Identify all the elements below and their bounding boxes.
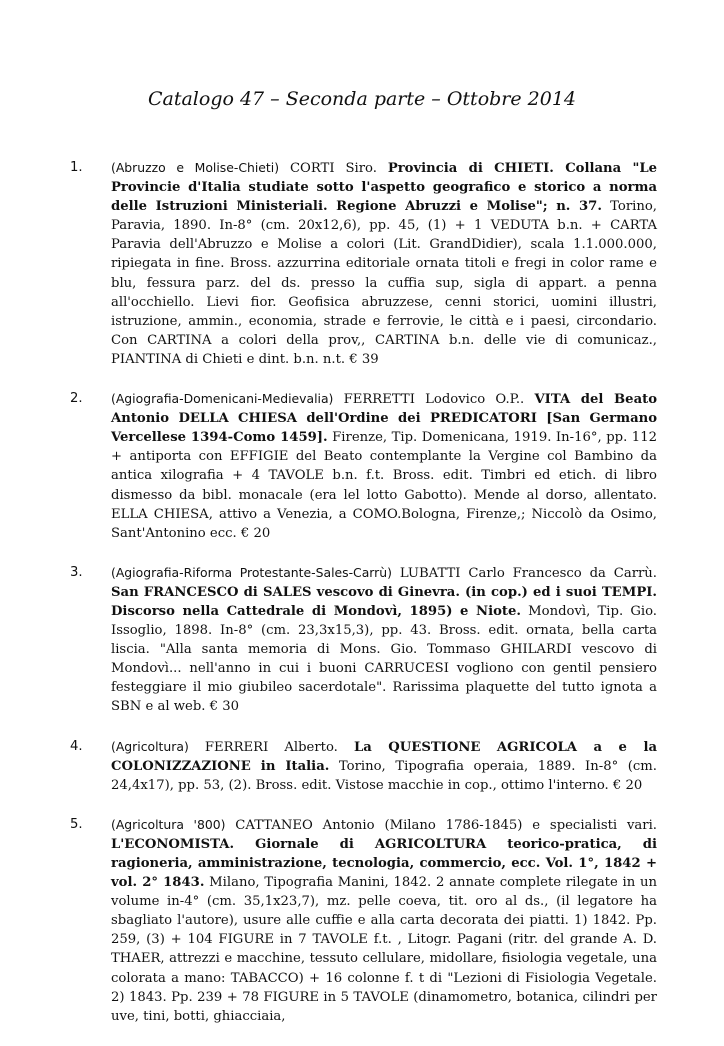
entry-text xyxy=(111,737,657,795)
entry-description: Torino, Paravia, 1890. In-8° (cm. 20x12,6), pp. 45, (1) + 1 VEDUTA b.n. + CARTA Paravia dell'Abruzzo e Molise a colori (Lit. GrandDidier), scala 1.1.000.000, ripiegata in fine. Bross. azzurrina editoriale ornata titoli e fregi in color rame e blu, fessura parz. del ds. presso la cuffia sup, sigla di appart. a penna all'occhiello. Lievi fior. Geofisica abruzzese, cenni storici, uomini illustri, istruzione, ammin., economia, strade e ferrovie, le città e i paesi, circondario. Con CARTINA a colori della prov,, CARTINA b.n. delle vie di comunicaz., PIANTINA di Chieti e dint. b.n. n.t. € 39 xyxy=(111,199,657,367)
entry-author: FERRERI Alberto. xyxy=(188,739,354,755)
entry-author: LUBATTI Carlo Francesco da Carrù. xyxy=(391,565,657,581)
entry-subject: (Abruzzo e Molise-Chieti) xyxy=(111,160,280,175)
entry-author: CORTI Siro. xyxy=(279,161,388,176)
entry-number: 1. xyxy=(70,160,83,175)
entry-author: CATTANEO Antonio (Milano 1786-1845) e specialisti vari. xyxy=(225,817,658,833)
catalog-entry xyxy=(0,389,724,543)
entry-title: Provincia di CHIETI. Collana "Le Provincie d'Italia studiate sotto l'aspetto geografico e storico a norma delle Istruzioni Ministeriali. Regione Abruzzi e Molise"; n. 37. xyxy=(111,161,658,215)
entry-description: Milano, Tipografia Manini, 1842. 2 annate complete rilegate in un volume in-4° (cm. 35,1x23,7), mz. pelle coeva, tit. oro al ds., (il legatore ha sbagliato l'autore), usure alle cuffie e alla carta decorata dei piatti. 1) 1842. Pp. 259, (3) + 104 FIGURE in 7 TAVOLE f.t. , Litogr. Pagani (ritr. del grande A. D. THAER, attrezzi e macchine, tessuto cellulare, midollare, fisiologia vegetale, una colorata a mano: TABACCO) + 16 colonne f. t di "Lezioni di Fisiologia Vegetale. 2) 1843. Pp. 239 + 78 FIGURE in 5 TAVOLE (dinamometro, botanica, cilindri per uve, tini, botti, ghiacciaia, xyxy=(111,875,657,1024)
entry-number: 5. xyxy=(70,816,83,832)
entry-title: VITA del Beato Antonio DELLA CHIESA dell'Ordine dei PREDICATORI [San Germano Vercellese 1394-Como 1459]. xyxy=(111,392,657,446)
catalog-entry xyxy=(0,158,724,369)
entry-title: San FRANCESCO di SALES vescovo di Ginevra. (in cop.) ed i suoi TEMPI. Discorso nella Cattedrale di Mondovì, 1895) e Niote. xyxy=(111,584,657,619)
catalog-entry xyxy=(0,815,724,1026)
entry-text xyxy=(111,158,657,369)
entry-author: FERRETTI Lodovico O.P.. xyxy=(333,392,535,408)
page-title: Catalogo 47 – Seconda parte – Ottobre 2014 xyxy=(147,88,577,110)
catalog-entry xyxy=(0,563,724,717)
entry-title: La QUESTIONE AGRICOLA a e la COLONIZZAZIONE in Italia. xyxy=(111,739,658,774)
entry-number: 4. xyxy=(70,738,83,754)
entry-description: Mondovì, Tip. Gio. Issoglio, 1898. In-8° (cm. 23,3x15,3), pp. 43. Bross. edit. ornata, bella carta liscia. "Alla santa memoria di Mons. Gio. Tommaso GHILARDI vescovo di Mondovì... nell'anno in cui i buoni CARRUCESI vogliono con gentil pensiero festeggiare il mio giubileo sacerdotale". Rarissima plaquette del tutto ignota a SBN e al web. € 30 xyxy=(111,603,657,715)
entry-text xyxy=(111,815,657,1026)
entry-subject: (Agiografia-Domenicani-Medievalia) xyxy=(111,391,334,407)
entry-text xyxy=(111,389,657,543)
entry-subject: (Agiografia-Riforma Protestante-Sales-Carrù) xyxy=(111,564,392,580)
catalog-entries xyxy=(0,158,724,1046)
catalog-entry xyxy=(0,737,724,795)
entry-number: 3. xyxy=(70,564,83,580)
entry-description: Torino, Tipografia operaia, 1889. In-8° (cm. 24,4x17), pp. 53, (2). Bross. edit. Vistose macchie in cop., ottimo l'interno. € 20 xyxy=(111,758,657,793)
entry-subject: (Agricoltura) xyxy=(111,738,189,754)
entry-text xyxy=(111,563,657,717)
entry-description: Firenze, Tip. Domenicana, 1919. In-16°, pp. 112 + antiporta con EFFIGIE del Beato contemplante la Vergine col Bambino da antica xilografia + 4 TAVOLE b.n. f.t. Bross. edit. Timbri ed etich. di libro dismesso da bibl. monacale (era lel lotto Gabotto). Mende al dorso, allentato. ELLA CHIESA, attivo a Venezia, a COMO.Bologna, Firenze,; Niccolò da Osimo, Sant'Antonino ecc. € 20 xyxy=(111,430,657,541)
entry-title: L'ECONOMISTA. Giornale di AGRICOLTURA teorico-pratica, di ragioneria, amministrazione, tecnologia, commercio, ecc. Vol. 1°, 1842 + vol. 2° 1843. xyxy=(111,836,657,891)
entry-subject: (Agricoltura '800) xyxy=(111,816,226,832)
entry-number: 2. xyxy=(70,391,83,407)
